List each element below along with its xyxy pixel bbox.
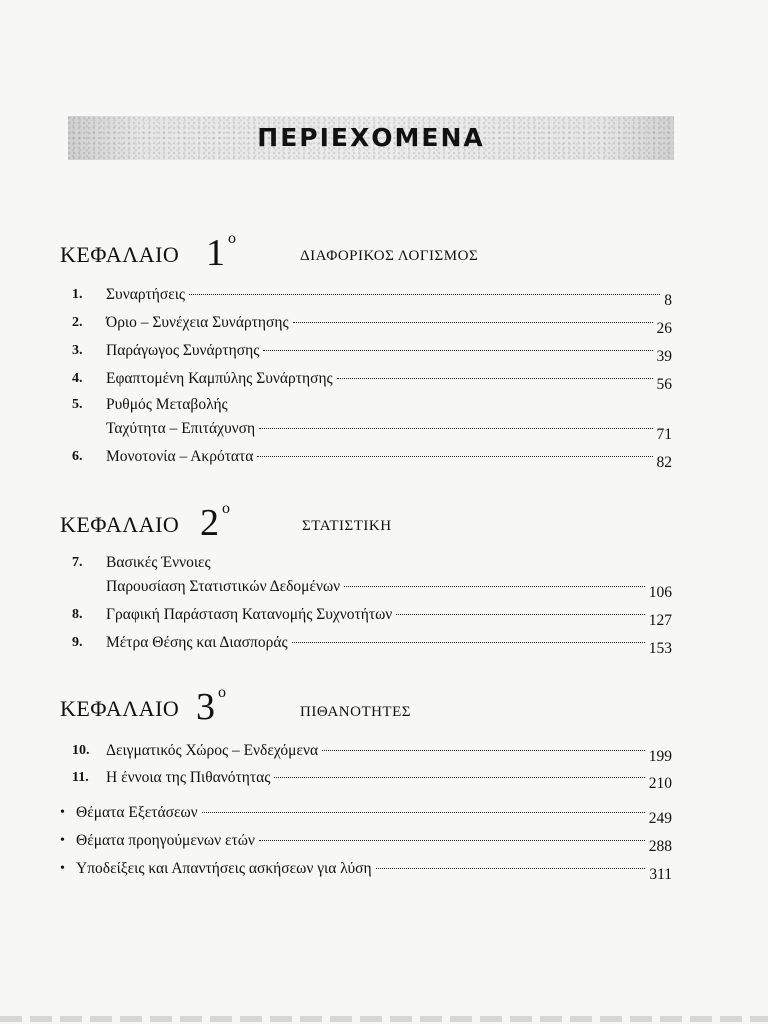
entry-number: 7. xyxy=(72,555,83,570)
entry-title: Θέματα Εξετάσεων xyxy=(76,804,198,821)
entry-page: 199 xyxy=(648,748,672,765)
toc-entry-continued[interactable] xyxy=(72,418,672,443)
chapter-ordinal: ο xyxy=(222,500,230,517)
dot-leader xyxy=(396,614,644,615)
chapter-number: 1 xyxy=(206,232,225,274)
entry-title-line1: Βασικές Έννοιες xyxy=(106,554,211,571)
entry-title: Συναρτήσεις xyxy=(106,286,186,303)
chapter-subject: ΔΙΑΦΟΡΙΚΟΣ ΛΟΓΙΣΜΟΣ xyxy=(300,248,479,264)
page-title: ΠΕΡΙΕΧΟΜΕΝΑ xyxy=(257,123,485,152)
chapter-2-heading xyxy=(60,498,580,542)
entry-title: Δειγματικός Χώρος – Ενδεχόμενα xyxy=(106,742,319,759)
entry-title: Όριο – Συνέχεια Συνάρτησης xyxy=(106,314,289,331)
chapter-number: 3 xyxy=(196,686,215,728)
entry-number: 5. xyxy=(72,397,83,412)
entry-page: 106 xyxy=(648,584,672,601)
toc-extra-entry[interactable] xyxy=(60,858,672,883)
entry-title: Θέματα προηγούμενων ετών xyxy=(76,832,255,849)
entry-page: 8 xyxy=(664,292,672,309)
scan-edge-marks xyxy=(0,1016,768,1022)
toc-extra-entry[interactable] xyxy=(60,830,672,855)
entry-title: Η έννοια της Πιθανότητας xyxy=(106,769,271,786)
entry-title: Ταχύτητα – Επιτάχυνση xyxy=(106,420,256,437)
chapter-ordinal: ο xyxy=(218,684,226,701)
toc-entry[interactable] xyxy=(72,767,672,792)
entry-number: 2. xyxy=(72,315,83,330)
entry-title: Γραφική Παράσταση Κατανομής Συχνοτήτων xyxy=(106,606,393,623)
chapter-number: 2 xyxy=(200,502,219,544)
entry-title: Παράγωγος Συνάρτησης xyxy=(106,342,260,359)
entry-page: 127 xyxy=(648,612,672,629)
toc-entry[interactable] xyxy=(72,604,672,629)
bullet-icon: • xyxy=(60,833,65,848)
toc-entry[interactable] xyxy=(72,740,672,765)
dot-leader xyxy=(189,294,660,295)
entry-number: 10. xyxy=(72,743,90,758)
toc-entry-multiline[interactable] xyxy=(72,552,672,574)
entry-number: 8. xyxy=(72,607,83,622)
title-banner xyxy=(68,116,674,160)
toc-entry[interactable] xyxy=(72,284,672,309)
dot-leader xyxy=(293,322,653,323)
entry-number: 1. xyxy=(72,287,83,302)
dot-leader xyxy=(202,812,645,813)
dot-leader xyxy=(344,586,645,587)
dot-leader xyxy=(292,642,645,643)
chapter-ordinal: ο xyxy=(228,230,236,247)
toc-entry-continued[interactable] xyxy=(72,576,672,601)
dot-leader xyxy=(257,456,652,457)
dot-leader xyxy=(322,750,645,751)
entry-page: 210 xyxy=(648,775,672,792)
bullet-icon: • xyxy=(60,861,65,876)
dot-leader xyxy=(259,428,652,429)
entry-title: Μέτρα Θέσης και Διασποράς xyxy=(106,634,288,651)
toc-entry[interactable] xyxy=(72,632,672,657)
toc-entry[interactable] xyxy=(72,368,672,393)
chapter-word: ΚΕΦΑΛΑΙΟ xyxy=(60,696,180,721)
entry-title: Παρουσίαση Στατιστικών Δεδομένων xyxy=(106,578,341,595)
bullet-icon: • xyxy=(60,805,65,820)
entry-page: 153 xyxy=(648,640,672,657)
toc-entry[interactable] xyxy=(72,446,672,471)
toc-extra-entry[interactable] xyxy=(60,802,672,827)
entry-number: 4. xyxy=(72,371,83,386)
dot-leader xyxy=(263,350,652,351)
chapter-3-heading xyxy=(60,682,580,726)
entry-title: Υποδείξεις και Απαντήσεις ασκήσεων για λύση xyxy=(76,860,372,877)
chapter-1-heading xyxy=(60,228,580,272)
toc-entry[interactable] xyxy=(72,340,672,365)
dot-leader xyxy=(274,777,644,778)
entry-page: 82 xyxy=(656,454,672,471)
entry-title: Εφαπτομένη Καμπύλης Συνάρτησης xyxy=(106,370,333,387)
dot-leader xyxy=(337,378,653,379)
chapter-word: ΚΕΦΑΛΑΙΟ xyxy=(60,512,180,537)
chapter-subject: ΣΤΑΤΙΣΤΙΚΗ xyxy=(302,518,392,534)
chapter-word: ΚΕΦΑΛΑΙΟ xyxy=(60,242,180,267)
entry-page: 56 xyxy=(656,376,672,393)
entry-page: 249 xyxy=(648,810,672,827)
toc-entry[interactable] xyxy=(72,312,672,337)
entry-page: 288 xyxy=(648,838,672,855)
dot-leader xyxy=(259,840,645,841)
entry-title: Μονοτονία – Ακρότατα xyxy=(106,448,254,465)
entry-page: 71 xyxy=(656,426,672,443)
toc-entry-multiline[interactable] xyxy=(72,394,672,416)
entry-page: 311 xyxy=(649,866,672,883)
entry-number: 9. xyxy=(72,635,83,650)
entry-page: 39 xyxy=(656,348,672,365)
entry-page: 26 xyxy=(656,320,672,337)
entry-number: 3. xyxy=(72,343,83,358)
entry-number: 11. xyxy=(72,770,89,785)
chapter-subject: ΠΙΘΑΝΟΤΗΤΕΣ xyxy=(300,704,411,720)
dot-leader xyxy=(376,868,646,869)
entry-number: 6. xyxy=(72,449,83,464)
entry-title-line1: Ρυθμός Μεταβολής xyxy=(106,396,228,413)
